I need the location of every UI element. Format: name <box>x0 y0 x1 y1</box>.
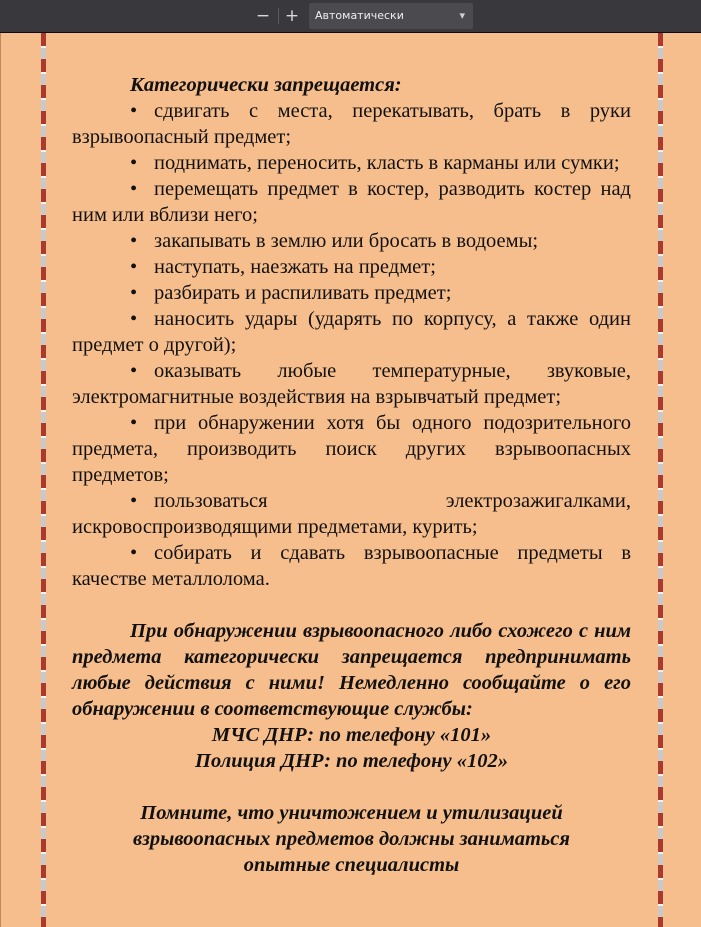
phone-police: Полиция ДНР: по телефону «102» <box>195 750 508 772</box>
warning-paragraph: При обнаружении взрывоопасного либо схожего с ним предмета категорически запрещается предпринимать любые действия с ними! Немедленно сообщайте о его обнаружении в соответствующие службы: <box>72 620 631 720</box>
bullet-icon: • <box>130 100 138 122</box>
list-item <box>72 410 631 488</box>
zoom-in-button[interactable]: + <box>284 6 300 26</box>
list-item-text: собирать и сдавать взрывоопасные предметы в качестве металлолома. <box>72 542 631 590</box>
list-item-text: пользоваться электрозажигалками, искровоспроизводящими предметами, курить; <box>72 490 631 538</box>
list-item-text: наступать, наезжать на предмет; <box>154 256 436 278</box>
list-item <box>72 540 631 592</box>
bullet-icon: • <box>130 308 138 330</box>
bullet-icon: • <box>130 282 138 304</box>
list-item <box>72 176 631 228</box>
bullet-icon: • <box>130 360 138 382</box>
pdf-toolbar <box>0 0 701 33</box>
decorative-border-right <box>658 33 663 927</box>
list-item <box>72 150 631 176</box>
zoom-select[interactable] <box>309 3 473 29</box>
list-item-text: поднимать, переносить, класть в карманы или сумки; <box>154 152 620 174</box>
list-item-text: наносить удары (ударять по корпусу, а также один предмет о другой); <box>72 308 631 356</box>
list-item-text: оказывать любые температурные, звуковые, электромагнитные воздействия на взрывчатый предмет; <box>72 360 631 408</box>
list-item <box>72 98 631 150</box>
list-item <box>72 280 631 306</box>
toolbar-separator <box>278 8 279 24</box>
section-heading: Категорически запрещается: <box>130 74 402 96</box>
list-item <box>72 488 631 540</box>
document-content <box>72 72 631 878</box>
list-item <box>72 228 631 254</box>
bullet-icon: • <box>130 490 138 512</box>
zoom-out-button[interactable]: − <box>255 6 271 26</box>
chevron-down-icon: ▾ <box>459 9 465 22</box>
prohibition-list <box>72 98 631 592</box>
bullet-icon: • <box>130 542 138 564</box>
bullet-icon: • <box>130 256 138 278</box>
list-item-text: сдвигать с места, перекатывать, брать в руки взрывоопасный предмет; <box>72 100 631 148</box>
document-page <box>0 33 701 927</box>
list-item-text: перемещать предмет в костер, разводить костер над ним или вблизи него; <box>72 178 631 226</box>
bullet-icon: • <box>130 230 138 252</box>
bullet-icon: • <box>130 152 138 174</box>
list-item <box>72 358 631 410</box>
list-item <box>72 306 631 358</box>
zoom-select-value: Автоматически <box>315 9 404 22</box>
list-item <box>72 254 631 280</box>
bullet-icon: • <box>130 178 138 200</box>
list-item-text: закапывать в землю или бросать в водоемы; <box>154 230 539 252</box>
phone-mchs: МЧС ДНР: по телефону «101» <box>211 724 492 746</box>
list-item-text: при обнаружении хотя бы одного подозрительного предмета, производить поиск других взрывоопасных предметов; <box>72 412 631 486</box>
decorative-border-left <box>41 33 46 927</box>
bullet-icon: • <box>130 412 138 434</box>
list-item-text: разбирать и распиливать предмет; <box>154 282 452 304</box>
reminder-paragraph: Помните, что уничтожением и утилизацией взрывоопасных предметов должны заниматься опытные специалисты <box>133 802 570 876</box>
